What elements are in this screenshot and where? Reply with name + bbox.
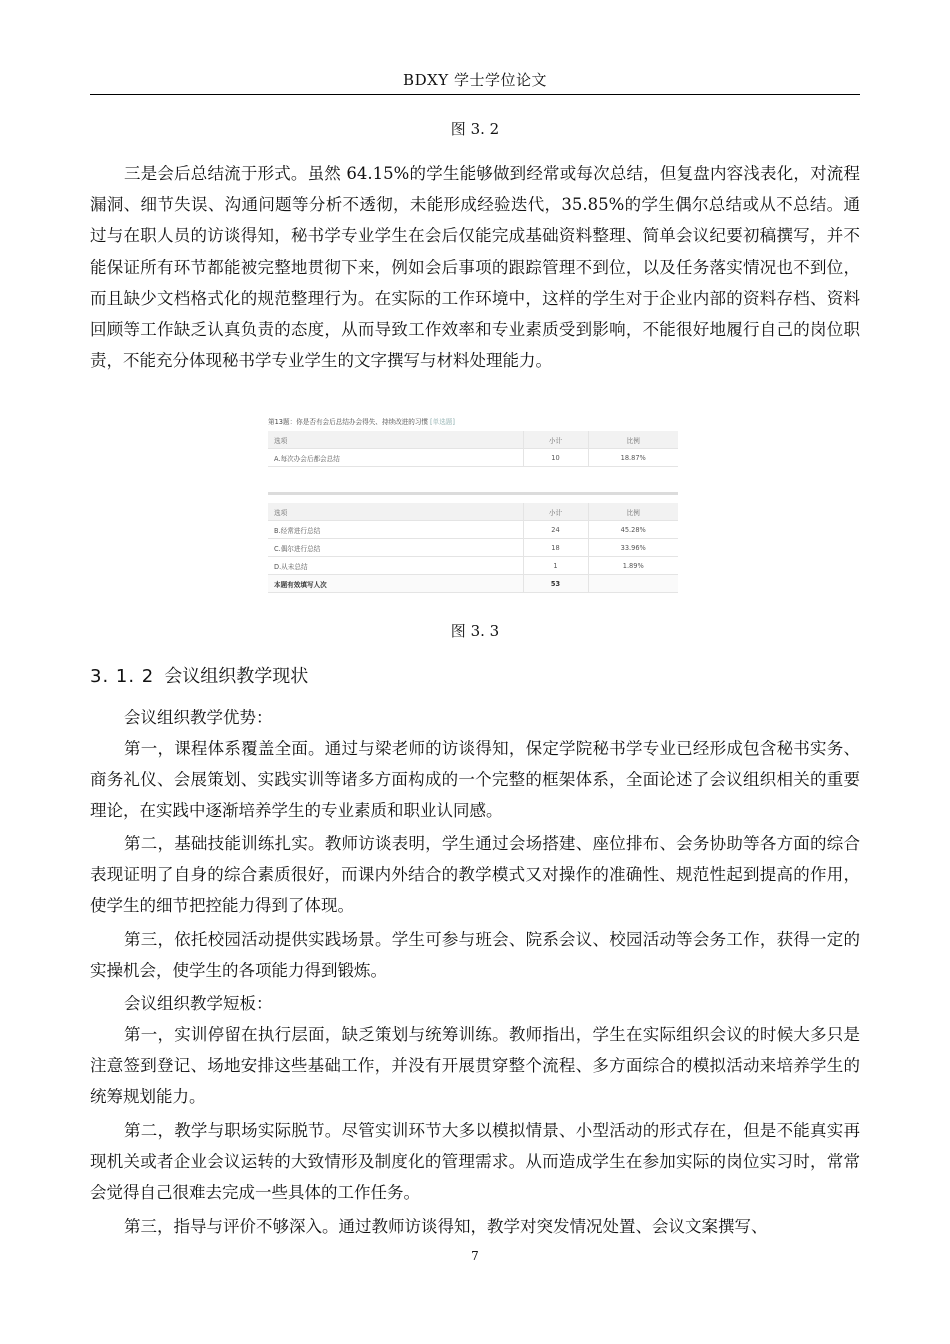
table-divider <box>268 492 678 495</box>
option-count: 18 <box>523 539 588 557</box>
body-paragraph: 会议组织教学短板： <box>124 994 273 1013</box>
table-row <box>268 557 678 575</box>
option-count: 10 <box>523 449 588 467</box>
option-ratio: 45.28% <box>588 521 678 539</box>
total-count: 53 <box>523 575 588 593</box>
header-ratio: 比例 <box>588 503 678 521</box>
section-number: 3. 1. 2 <box>90 666 155 687</box>
table-header-row <box>268 503 678 521</box>
section-title: 会议组织教学现状 <box>164 666 309 687</box>
option-ratio: 18.87% <box>588 449 678 467</box>
figure-caption-3-3: 图 3. 3 <box>450 622 500 640</box>
survey-result-figure <box>265 415 680 593</box>
option-count: 1 <box>523 557 588 575</box>
body-paragraph: 第三，指导与评价不够深入。通过教师访谈得知，教学对突发情况处置、会议文案撰写、 <box>124 1217 768 1236</box>
table-total-row <box>268 575 678 593</box>
total-label: 本题有效填写人次 <box>268 575 523 593</box>
header-rule <box>90 94 860 95</box>
header-count: 小计 <box>523 503 588 521</box>
header-option: 选项 <box>268 431 523 449</box>
page-number: 7 <box>471 1249 479 1263</box>
header-count: 小计 <box>523 431 588 449</box>
table-header-row <box>268 431 678 449</box>
body-paragraph: 三是会后总结流于形式。虽然 64.15%的学生能够做到经常或每次总结，但复盘内容浅表化，对流程漏洞、细节失误、沟通问题等分析不透彻，未能形成经验迭代，35.85%的学生偶尔总结或从不总结。通过与在职人员的访谈得知，秘书学专业学生在会后仅能完成基础资料整理、简单会议纪要初稿撰写，并不能保证所有环节都能被完整地贯彻下来，例如会后事项的跟踪管理不到位，以及任务落实情况也不到位，而且缺少文档格式化的规范整理行为。在实际的工作环境中，这样的学生对于企业内部的资料存档、资料回顾等工作缺乏认真负责的态度，从而导致工作效率和专业素质受到影响，不能很好地履行自己的岗位职责，不能充分体现秘书学专业学生的文字撰写与材料处理能力。 <box>90 164 860 371</box>
body-paragraph: 第二，教学与职场实际脱节。尽管实训环节大多以模拟情景、小型活动的形式存在，但是不能真实再现机关或者企业会议运转的大致情形及制度化的管理需求。从而造成学生在参加实际的岗位实习时，常常会觉得自己很难去完成一些具体的工作任务。 <box>90 1121 860 1203</box>
option-ratio: 33.96% <box>588 539 678 557</box>
table-row <box>268 521 678 539</box>
total-ratio-empty <box>588 575 678 593</box>
question-type-tag: [单选题] <box>430 418 455 426</box>
table-row <box>268 539 678 557</box>
option-label: A.每次办会后都会总结 <box>268 449 523 467</box>
section-heading <box>90 662 308 688</box>
option-count: 24 <box>523 521 588 539</box>
header-ratio: 比例 <box>588 431 678 449</box>
figure-caption-3-2: 图 3. 2 <box>450 120 500 138</box>
running-header: BDXY 学士学位论文 <box>403 71 547 89</box>
body-paragraph: 第三，依托校园活动提供实践场景。学生可参与班会、院系会议、校园活动等会务工作，获得一定的实操机会，使学生的各项能力得到锻炼。 <box>90 930 860 981</box>
survey-question: 第13题：你是否有会后总结办会得失、持续改进的习惯 [单选题] <box>268 418 455 426</box>
survey-table-1 <box>268 431 678 467</box>
body-paragraph: 第二，基础技能训练扎实。教师访谈表明，学生通过会场搭建、座位排布、会务协助等各方面的综合表现证明了自身的综合素质很好，而课内外结合的教学模式又对操作的准确性、规范性起到提高的作用，使学生的细节把控能力得到了体现。 <box>90 834 860 916</box>
option-label: C.偶尔进行总结 <box>268 539 523 557</box>
survey-table-2 <box>268 503 678 593</box>
table-row <box>268 449 678 467</box>
body-paragraph: 第一，实训停留在执行层面，缺乏策划与统筹训练。教师指出，学生在实际组织会议的时候大多只是注意签到登记、场地安排这些基础工作，并没有开展贯穿整个流程、多方面综合的模拟活动来培养学生的统筹规划能力。 <box>90 1025 860 1107</box>
body-paragraph: 会议组织教学优势： <box>124 708 273 727</box>
body-paragraph: 第一，课程体系覆盖全面。通过与梁老师的访谈得知，保定学院秘书学专业已经形成包含秘书实务、商务礼仪、会展策划、实践实训等诸多方面构成的一个完整的框架体系，全面论述了会议组织相关的重要理论，在实践中逐渐培养学生的专业素质和职业认同感。 <box>90 739 860 821</box>
option-label: B.经常进行总结 <box>268 521 523 539</box>
option-label: D.从未总结 <box>268 557 523 575</box>
header-option: 选项 <box>268 503 523 521</box>
option-ratio: 1.89% <box>588 557 678 575</box>
